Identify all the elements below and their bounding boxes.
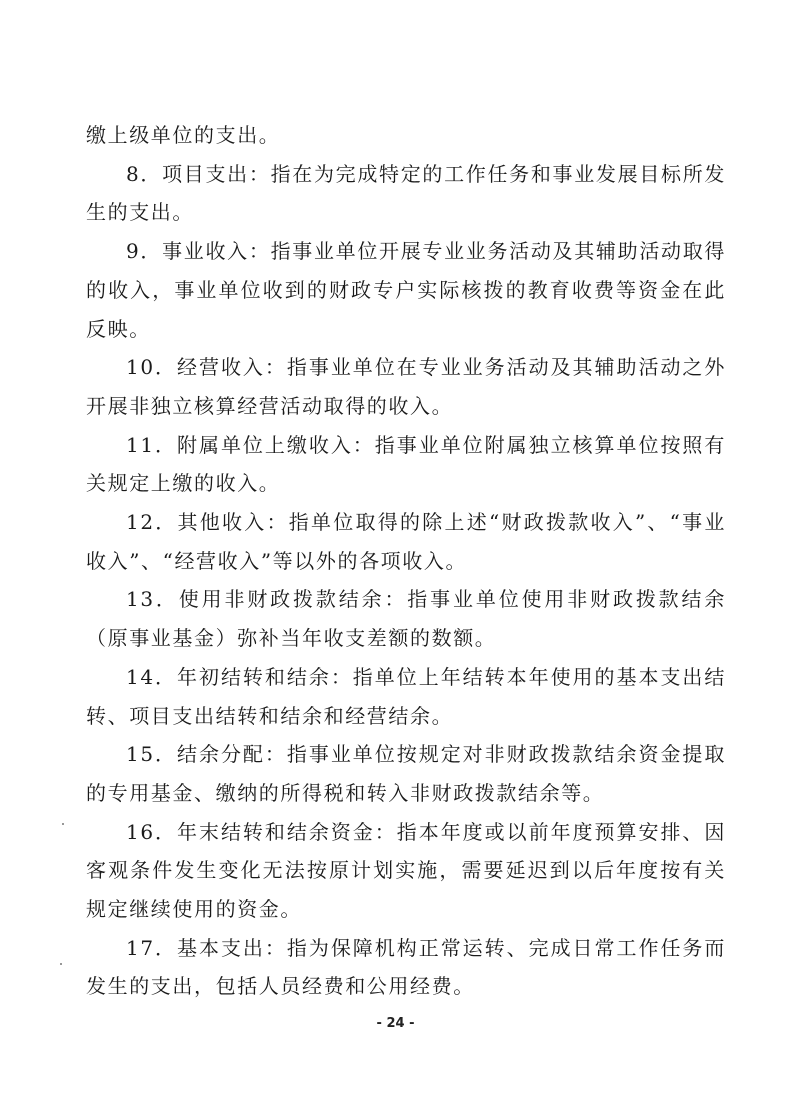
paragraph-item-12: 12．其他收入：指单位取得的除上述“财政拨款收入”、“事业收入”、“经营收入”等以外的各项收入。 <box>86 510 726 573</box>
paragraph-item-8: 8．项目支出：指在为完成特定的工作任务和事业发展目标所发生的支出。 <box>86 161 726 225</box>
paragraph-continuation: 缴上级单位的支出。 <box>86 123 281 147</box>
paragraph-item-16: 16．年末结转和结余资金：指本年度或以前年度预算安排、因客观条件发生变化无法按原计划实施，需要延迟到以后年度按有关规定继续使用的资金。 <box>86 819 726 922</box>
document-body <box>86 116 726 1006</box>
page-number: - 24 - <box>376 1016 415 1031</box>
paragraph-item-17: 17．基本支出：指为保障机构正常运转、完成日常工作任务而发生的支出，包括人员经费和公用经费。 <box>86 935 726 999</box>
paragraph-item-9: 9．事业收入：指事业单位开展专业业务活动及其辅助活动取得的收入，事业单位收到的财政专户实际核拨的教育收费等资金在此反映。 <box>86 239 726 341</box>
paragraph-item-11: 11．附属单位上缴收入：指事业单位附属独立核算单位按照有关规定上缴的收入。 <box>86 432 726 496</box>
scan-speck <box>62 823 64 825</box>
paragraph-item-15: 15．结余分配：指事业单位按规定对非财政拨款结余资金提取的专用基金、缴纳的所得税和转入非财政拨款结余等。 <box>86 742 726 805</box>
paragraph-item-10: 10．经营收入：指事业单位在专业业务活动及其辅助活动之外开展非独立核算经营活动取得的收入。 <box>86 355 726 418</box>
scan-speck <box>60 963 62 965</box>
paragraph-item-14: 14．年初结转和结余：指单位上年结转本年使用的基本支出结转、项目支出结转和结余和经营结余。 <box>86 664 726 728</box>
paragraph-item-13: 13．使用非财政拨款结余：指事业单位使用非财政拨款结余（原事业基金）弥补当年收支差额的数额。 <box>86 587 726 651</box>
